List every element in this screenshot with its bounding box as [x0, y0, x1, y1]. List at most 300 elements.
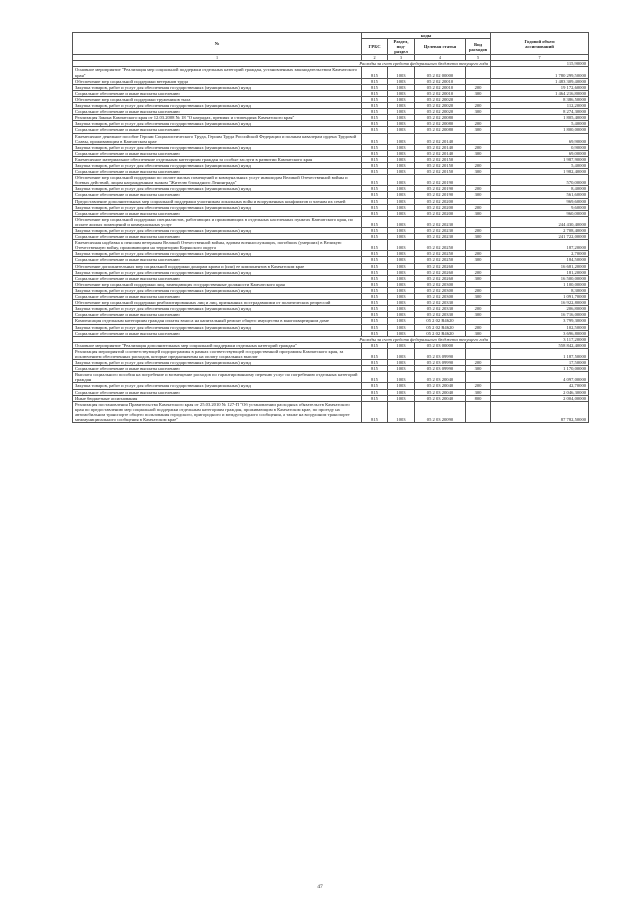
row-sum: 16 500,00000: [491, 275, 589, 281]
row-sum: 1 483 309,40000: [491, 78, 589, 84]
row-name: Закупка товаров, работ и услуг для обеспечения государственных (муниципальных) нужд: [73, 360, 362, 366]
row-grbs: 815: [362, 263, 388, 269]
note-value: 115,90000: [491, 61, 589, 67]
row-sum: 9,60000: [491, 204, 589, 210]
row-rz: 1003: [388, 198, 415, 204]
row-rz: 1003: [388, 263, 415, 269]
row-name: Социальное обеспечение и иные выплаты населению: [73, 389, 362, 395]
row-vr: 300: [466, 210, 491, 216]
row-grbs: 815: [362, 240, 388, 251]
row-vr: [466, 67, 491, 78]
row-rz: 1003: [388, 318, 415, 324]
row-grbs: 815: [362, 192, 388, 198]
row-rz: 1003: [388, 186, 415, 192]
row-vr: 200: [466, 383, 491, 389]
row-cs: 05 2 02 20200: [415, 204, 466, 210]
row-cs: 05 2 03 00000: [415, 342, 466, 348]
row-name: Социальное обеспечение и иные выплаты населению: [73, 275, 362, 281]
row-grbs: 815: [362, 281, 388, 287]
row-sum: 969,60000: [491, 198, 589, 204]
row-cs: 05 2 02 20010: [415, 90, 466, 96]
row-vr: 300: [466, 169, 491, 175]
row-name: Закупка товаров, работ и услуг для обеспечения государственных (муниципальных) нужд: [73, 144, 362, 150]
row-name: Социальное обеспечение и иные выплаты населению: [73, 330, 362, 336]
row-rz: 1003: [388, 169, 415, 175]
row-cs: 05 2 02 20020: [415, 109, 466, 115]
row-name: Реализация постановления Правительства Камчатского края от 25.03.2010 № 127-П "Об установлении расходных обязательств Камчатского края по предоставлению мер социальной поддержки отдельным категориям граждан, проживающим в Камчатском крае, по проезду на автомобильном транспорте общего пользования городского, пригородного и междугородного сообщения, а также на воздушном транспорте межмуниципального сообщения в Камчатском крае": [73, 401, 362, 422]
row-grbs: 815: [362, 84, 388, 90]
row-rz: 1003: [388, 306, 415, 312]
row-grbs: 815: [362, 330, 388, 336]
row-sum: 1 464 216,80000: [491, 90, 589, 96]
row-name: Закупка товаров, работ и услуг для обеспечения государственных (муниципальных) нужд: [73, 103, 362, 109]
row-name: Социальное обеспечение и иные выплаты населению: [73, 312, 362, 318]
row-vr: 200: [466, 84, 491, 90]
note-value: 3 117,20000: [491, 336, 589, 342]
row-sum: 42,70000: [491, 383, 589, 389]
row-rz: 1003: [388, 372, 415, 383]
row-vr: [466, 348, 491, 359]
row-name: Обеспечение мер социальной поддержки по оплате жилых помещений и коммунальных услуг инвалидам Великой Отечественной войны и боевых действий, лицам награжденным знаком "Жителю блокадного Ленинграда": [73, 175, 362, 186]
row-vr: 300: [466, 275, 491, 281]
row-cs: 05 2 02 20010: [415, 78, 466, 84]
row-name: Социальное обеспечение и иные выплаты населению: [73, 109, 362, 115]
table-row: [73, 372, 589, 383]
row-rz: 1003: [388, 324, 415, 330]
row-rz: 1003: [388, 348, 415, 359]
row-grbs: 815: [362, 156, 388, 162]
row-rz: 1003: [388, 294, 415, 300]
row-cs: 05 2 02 20200: [415, 210, 466, 216]
row-name: Компенсация отдельным категориям граждан оплаты взноса на капитальный ремонт общего имущества в многоквартирном доме: [73, 318, 362, 324]
row-sum: 102,50000: [491, 324, 589, 330]
row-name: Закупка товаров, работ и услуг для обеспечения государственных (муниципальных) нужд: [73, 269, 362, 275]
row-grbs: 815: [362, 216, 388, 227]
colnum: 5: [466, 55, 491, 61]
colnum: 4: [415, 55, 466, 61]
row-sum: 206,80000: [491, 306, 589, 312]
row-rz: 1003: [388, 269, 415, 275]
row-rz: 1003: [388, 330, 415, 336]
row-grbs: 815: [362, 109, 388, 115]
budget-sheet: [72, 32, 588, 423]
row-name: Реализация Закона Камчатского края от 12.03.2008 № 18 "О наградах, премиях и стипендиях Камчатского края": [73, 115, 362, 121]
row-name: Закупка товаров, работ и услуг для обеспечения государственных (муниципальных) нужд: [73, 287, 362, 293]
row-rz: 1003: [388, 90, 415, 96]
row-sum: 8 386,50000: [491, 96, 589, 102]
row-rz: 1003: [388, 192, 415, 198]
row-grbs: 815: [362, 234, 388, 240]
row-rz: 1003: [388, 67, 415, 78]
row-name: Обеспечение мер социальной поддержки реабилитированных лиц и лиц, признанных пострадавшими от политических репрессий: [73, 300, 362, 306]
row-sum: 19 172,60000: [491, 84, 589, 90]
row-name: Закупка товаров, работ и услуг для обеспечения государственных (муниципальных) нужд: [73, 162, 362, 168]
row-sum: 16 681,20000: [491, 263, 589, 269]
row-vr: 300: [466, 366, 491, 372]
row-name: Реализация мероприятий соответствующей подпрограммы в рамках соответствующей государственной программы Камчатского края, за исключением обеспеченных расходов, которые предназначены на оплату социальных выплат: [73, 348, 362, 359]
row-grbs: 815: [362, 401, 388, 422]
row-name: Предоставление дополнительных мер социальной поддержки участникам локальных войн и вооруженных конфликтов и членам их семей: [73, 198, 362, 204]
row-grbs: 815: [362, 294, 388, 300]
row-cs: 05 2 02 20260: [415, 263, 466, 269]
row-cs: 05 2 02 20140: [415, 144, 466, 150]
row-rz: 1003: [388, 360, 415, 366]
row-grbs: 815: [362, 300, 388, 306]
row-rz: 1003: [388, 84, 415, 90]
row-vr: 300: [466, 330, 491, 336]
colnum: 2: [362, 55, 388, 61]
row-rz: 1003: [388, 389, 415, 395]
row-cs: 05 2 02 20150: [415, 162, 466, 168]
row-sum: 1 187,50000: [491, 348, 589, 359]
row-grbs: 815: [362, 144, 388, 150]
row-grbs: 815: [362, 251, 388, 257]
table-row: [73, 401, 589, 422]
row-grbs: 815: [362, 383, 388, 389]
row-vr: 300: [466, 312, 491, 318]
row-name: Социальное обеспечение и иные выплаты населению: [73, 210, 362, 216]
row-name: Обеспечение дополнительных мер социальной поддержки донорам крови и (или) ее компонентов в Камчатском крае: [73, 263, 362, 269]
row-sum: 1 091,70000: [491, 294, 589, 300]
row-vr: 200: [466, 103, 491, 109]
row-rz: 1003: [388, 156, 415, 162]
table-row: [73, 240, 589, 251]
row-rz: 1003: [388, 204, 415, 210]
row-sum: 3 696,80000: [491, 330, 589, 336]
row-grbs: 815: [362, 186, 388, 192]
row-cs: 05 2 03 20040: [415, 372, 466, 383]
row-cs: 05 2 02 20330: [415, 300, 466, 306]
row-sum: 1 805,40000: [491, 115, 589, 121]
row-grbs: 815: [362, 133, 388, 144]
row-name: Закупка товаров, работ и услуг для обеспечения государственных (муниципальных) нужд: [73, 186, 362, 192]
row-grbs: 815: [362, 360, 388, 366]
row-grbs: 815: [362, 342, 388, 348]
row-sum: 244 430,40000: [491, 216, 589, 227]
row-vr: 300: [466, 389, 491, 395]
row-grbs: 815: [362, 115, 388, 121]
row-cs: 05 2 02 20020: [415, 103, 466, 109]
row-name: Социальное обеспечение и иные выплаты населению: [73, 192, 362, 198]
row-vr: 300: [466, 294, 491, 300]
row-vr: 300: [466, 150, 491, 156]
row-cs: 05 2 03 20090: [415, 401, 466, 422]
row-cs: 05 2 02 20250: [415, 240, 466, 251]
row-grbs: 815: [362, 204, 388, 210]
row-name: Обеспечение мер социальной поддержки тружеников тыла: [73, 96, 362, 102]
row-rz: 1003: [388, 150, 415, 156]
row-sum: 1 780 299,50000: [491, 67, 589, 78]
row-sum: 2 708,40000: [491, 228, 589, 234]
row-sum: 4 097,00000: [491, 372, 589, 383]
row-rz: 1003: [388, 251, 415, 257]
row-grbs: 815: [362, 198, 388, 204]
row-name: Закупка товаров, работ и услуг для обеспечения государственных (муниципальных) нужд: [73, 251, 362, 257]
row-vr: 200: [466, 324, 491, 330]
colnum: 1: [73, 55, 362, 61]
row-rz: 1003: [388, 312, 415, 318]
row-sum: 184,50000: [491, 257, 589, 263]
row-name: Социальное обеспечение и иные выплаты населению: [73, 169, 362, 175]
row-rz: 1003: [388, 240, 415, 251]
row-grbs: 815: [362, 175, 388, 186]
row-grbs: 815: [362, 348, 388, 359]
row-name: Закупка товаров, работ и услуг для обеспечения государственных (муниципальных) нужд: [73, 383, 362, 389]
row-vr: 200: [466, 306, 491, 312]
row-cs: 05 2 02 20150: [415, 156, 466, 162]
row-rz: 1003: [388, 287, 415, 293]
row-rz: 1003: [388, 121, 415, 127]
row-cs: 05 2 02 00000: [415, 67, 466, 78]
row-cs: 05 2 02 20080: [415, 115, 466, 121]
row-cs: 05 2 02 20230: [415, 228, 466, 234]
row-rz: 1003: [388, 257, 415, 263]
row-cs: 05 2 02 20330: [415, 306, 466, 312]
table-row: [73, 175, 589, 186]
header-codes: коды: [362, 33, 491, 39]
row-name: Закупка товаров, работ и услуг для обеспечения государственных (муниципальных) нужд: [73, 121, 362, 127]
row-vr: 200: [466, 144, 491, 150]
row-grbs: 815: [362, 150, 388, 156]
row-rz: 1003: [388, 115, 415, 121]
row-rz: 1003: [388, 175, 415, 186]
row-cs: 05 2 02 20200: [415, 198, 466, 204]
row-name: Выплата социального пособия на погребение и возмещение расходов по гарантированному перечню услуг по погребению отдельных категорий граждан: [73, 372, 362, 383]
row-cs: 05 2 02 20300: [415, 294, 466, 300]
header-vr: Вид расходов: [466, 39, 491, 55]
row-sum: 561,60000: [491, 192, 589, 198]
row-name: Социальное обеспечение и иные выплаты населению: [73, 257, 362, 263]
budget-table: [72, 32, 589, 423]
row-grbs: 815: [362, 324, 388, 330]
row-cs: 05 2 02 20140: [415, 150, 466, 156]
row-name: Обеспечение мер социальной поддержки ветеранов труда: [73, 78, 362, 84]
row-grbs: 815: [362, 257, 388, 263]
row-cs: 05 2 02 20190: [415, 192, 466, 198]
header-grbs: ГРБС: [362, 39, 388, 55]
row-name: Обеспечение мер социальной поддержки лиц, замещающих государственные должности Камчатского края: [73, 281, 362, 287]
row-rz: 1003: [388, 401, 415, 422]
row-sum: 17,50000: [491, 360, 589, 366]
row-vr: [466, 240, 491, 251]
row-sum: 2,70000: [491, 251, 589, 257]
row-name: Основное мероприятие "Реализация дополнительных мер социальной поддержки отдельных категорий граждан": [73, 342, 362, 348]
row-rz: 1003: [388, 127, 415, 133]
row-rz: 1003: [388, 342, 415, 348]
row-vr: 200: [466, 228, 491, 234]
row-vr: [466, 175, 491, 186]
row-cs: 05 2 03 20040: [415, 395, 466, 401]
row-sum: 8,30000: [491, 287, 589, 293]
row-sum: 2 046,30000: [491, 389, 589, 395]
row-sum: 187,20000: [491, 240, 589, 251]
row-grbs: 815: [362, 169, 388, 175]
row-vr: 300: [466, 257, 491, 263]
header-rz: Раздел, под- раздел: [388, 39, 415, 55]
row-rz: 1003: [388, 275, 415, 281]
row-cs: 05 2 02 20330: [415, 312, 466, 318]
row-vr: 200: [466, 269, 491, 275]
row-grbs: 815: [362, 318, 388, 324]
row-grbs: 815: [362, 389, 388, 395]
row-cs: 05 2 02 20300: [415, 281, 466, 287]
row-sum: 8,40000: [491, 186, 589, 192]
row-name: Основное мероприятие "Реализация мер социальной поддержки отдельных категорий граждан, установленных законодательством Камчатского края": [73, 67, 362, 78]
row-vr: 200: [466, 287, 491, 293]
row-vr: 200: [466, 162, 491, 168]
row-grbs: 815: [362, 275, 388, 281]
row-sum: 960,00000: [491, 210, 589, 216]
row-cs: 05 2 02 20150: [415, 169, 466, 175]
row-rz: 1003: [388, 366, 415, 372]
row-cs: 05 2 02 R4620: [415, 318, 466, 324]
row-grbs: 815: [362, 210, 388, 216]
row-sum: 16 716,00000: [491, 312, 589, 318]
row-vr: [466, 401, 491, 422]
row-vr: 300: [466, 192, 491, 198]
row-rz: 1003: [388, 228, 415, 234]
row-sum: 0,90000: [491, 144, 589, 150]
row-cs: 05 2 02 20080: [415, 127, 466, 133]
row-vr: [466, 372, 491, 383]
row-name: Социальное обеспечение и иные выплаты населению: [73, 366, 362, 372]
row-vr: 200: [466, 121, 491, 127]
colnum: 3: [388, 55, 415, 61]
row-vr: 300: [466, 90, 491, 96]
row-rz: 1003: [388, 281, 415, 287]
row-name: Закупка товаров, работ и услуг для обеспечения государственных (муниципальных) нужд: [73, 84, 362, 90]
header-name: №: [73, 33, 362, 55]
row-cs: 05 2 02 20190: [415, 175, 466, 186]
table-row: [73, 67, 589, 78]
row-vr: 200: [466, 251, 491, 257]
row-rz: 1003: [388, 96, 415, 102]
row-sum: 181,20000: [491, 269, 589, 275]
row-cs: 05 2 03 20040: [415, 389, 466, 395]
colnum: 7: [491, 55, 589, 61]
row-grbs: 815: [362, 372, 388, 383]
row-rz: 1003: [388, 144, 415, 150]
row-grbs: 815: [362, 96, 388, 102]
row-vr: 300: [466, 127, 491, 133]
row-rz: 1003: [388, 216, 415, 227]
row-cs: 05 2 02 20010: [415, 84, 466, 90]
row-name: Социальное обеспечение и иные выплаты населению: [73, 90, 362, 96]
row-cs: 05 2 02 20260: [415, 275, 466, 281]
row-grbs: 815: [362, 269, 388, 275]
row-grbs: 815: [362, 90, 388, 96]
row-rz: 1003: [388, 234, 415, 240]
row-name: Ежемесячное материальное обеспечение отдельным категориям граждан за особые заслуги в развитии Камчатского края: [73, 156, 362, 162]
row-sum: 112,20000: [491, 103, 589, 109]
row-sum: 558 842,40000: [491, 342, 589, 348]
row-grbs: 815: [362, 103, 388, 109]
row-sum: 69,90000: [491, 133, 589, 144]
row-grbs: 815: [362, 312, 388, 318]
row-name: Обеспечение мер социальной поддержки специалистов, работающих и проживающих в отдельных населенных пунктах Камчатского края, по оплате жилых помещений и коммунальных услуг: [73, 216, 362, 227]
row-vr: 300: [466, 234, 491, 240]
row-grbs: 815: [362, 395, 388, 401]
row-cs: 05 2 03 09990: [415, 366, 466, 372]
row-cs: 05 2 03 09990: [415, 348, 466, 359]
row-grbs: 815: [362, 67, 388, 78]
row-cs: 05 2 02 R4620: [415, 330, 466, 336]
row-sum: 87 782,50000: [491, 401, 589, 422]
row-vr: 200: [466, 360, 491, 366]
row-sum: 241 722,00000: [491, 234, 589, 240]
note-text: Расходы за счет средств федерального бюджета текущего года: [73, 336, 491, 342]
row-name: Иные бюджетные ассигнования: [73, 395, 362, 401]
row-sum: 5,40000: [491, 162, 589, 168]
row-name: Закупка товаров, работ и услуг для обеспечения государственных (муниципальных) нужд: [73, 204, 362, 210]
row-grbs: 815: [362, 287, 388, 293]
row-sum: 69,00000: [491, 150, 589, 156]
row-sum: 16 922,80000: [491, 300, 589, 306]
note-text: Расходы за счет средств федерального бюджета текущего года: [73, 61, 491, 67]
row-cs: 05 2 02 20020: [415, 96, 466, 102]
row-grbs: 815: [362, 228, 388, 234]
row-cs: 05 2 02 20250: [415, 257, 466, 263]
row-cs: 05 2 02 R4620: [415, 324, 466, 330]
row-sum: 1 170,00000: [491, 366, 589, 372]
row-rz: 1003: [388, 109, 415, 115]
row-grbs: 815: [362, 127, 388, 133]
row-vr: [466, 216, 491, 227]
row-name: Социальное обеспечение и иные выплаты населению: [73, 127, 362, 133]
row-name: Социальное обеспечение и иные выплаты населению: [73, 294, 362, 300]
row-vr: [466, 133, 491, 144]
row-vr: 200: [466, 204, 491, 210]
row-sum: 1 982,40000: [491, 169, 589, 175]
row-vr: 800: [466, 395, 491, 401]
row-grbs: 815: [362, 306, 388, 312]
row-vr: 200: [466, 186, 491, 192]
row-cs: 05 2 02 20230: [415, 234, 466, 240]
row-cs: 05 2 02 20260: [415, 269, 466, 275]
row-rz: 1003: [388, 383, 415, 389]
row-grbs: 815: [362, 78, 388, 84]
row-sum: 3 799,30000: [491, 318, 589, 324]
row-rz: 1003: [388, 395, 415, 401]
page-number: 47: [317, 884, 323, 890]
header-cs: Целевая статья: [415, 39, 466, 55]
row-grbs: 815: [362, 366, 388, 372]
row-cs: 05 2 03 09990: [415, 360, 466, 366]
row-sum: 570,00000: [491, 175, 589, 186]
row-rz: 1003: [388, 210, 415, 216]
row-grbs: 815: [362, 121, 388, 127]
row-rz: 1003: [388, 78, 415, 84]
row-sum: 8 274,30000: [491, 109, 589, 115]
row-name: Ежемесячная надбавка к пенсиям ветеранам Великой Отечественной войны, вдовам военнослужащих, погибших (умерших) в Великую Отечественную войну, проживающим на территории Корякского округа: [73, 240, 362, 251]
row-name: Закупка товаров, работ и услуг для обеспечения государственных (муниципальных) нужд: [73, 324, 362, 330]
row-cs: 05 2 03 20040: [415, 383, 466, 389]
row-rz: 1003: [388, 300, 415, 306]
row-cs: 05 2 02 20140: [415, 133, 466, 144]
row-sum: 1 987,90000: [491, 156, 589, 162]
row-sum: 2 004,00000: [491, 395, 589, 401]
row-grbs: 815: [362, 162, 388, 168]
row-name: Социальное обеспечение и иные выплаты населению: [73, 234, 362, 240]
row-rz: 1003: [388, 103, 415, 109]
row-rz: 1003: [388, 162, 415, 168]
row-cs: 05 2 02 20080: [415, 121, 466, 127]
row-name: Ежемесячное денежное пособие Героям Социалистического Труда, Героям Труда Российской Федерации и полным кавалерам ордена Трудовой Славы, проживающим в Камчатском крае: [73, 133, 362, 144]
row-cs: 05 2 02 20300: [415, 287, 466, 293]
row-sum: 1 800,00000: [491, 127, 589, 133]
row-name: Закупка товаров, работ и услуг для обеспечения государственных (муниципальных) нужд: [73, 306, 362, 312]
header-sum: Годовой объем ассигнований: [491, 33, 589, 55]
